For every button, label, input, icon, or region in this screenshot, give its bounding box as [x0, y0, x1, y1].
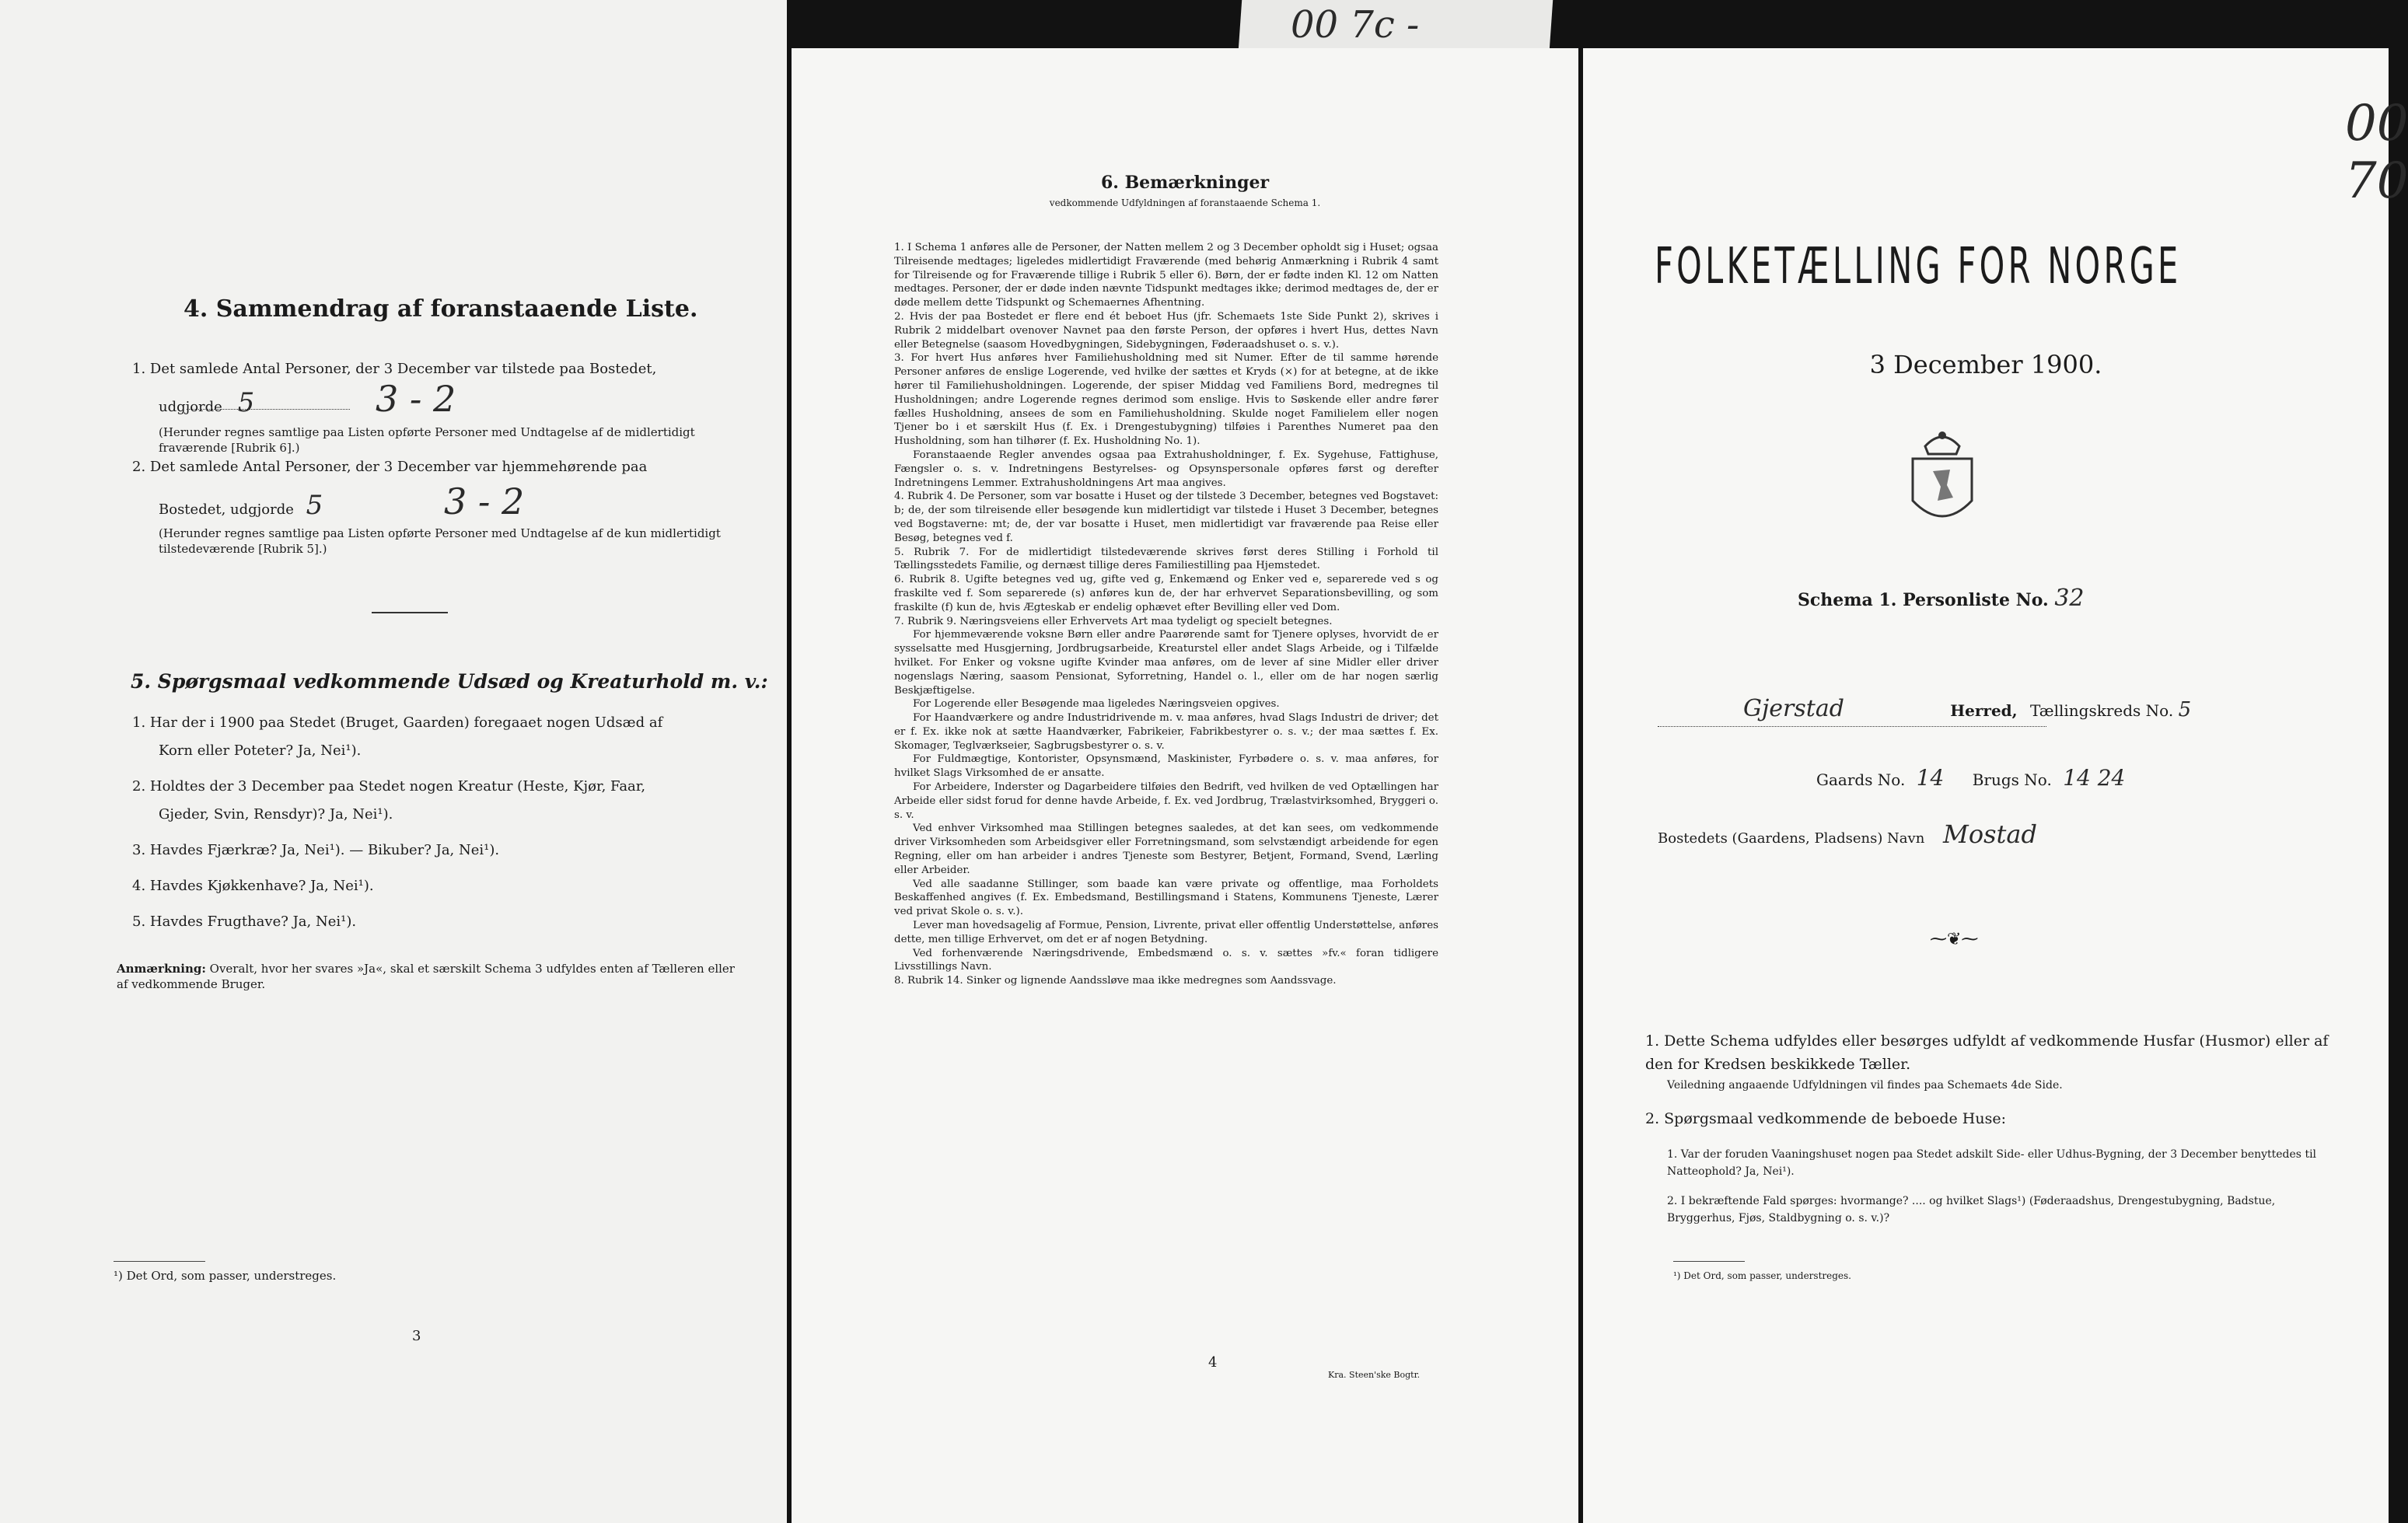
coat-of-arms — [1902, 423, 1983, 535]
schema-label: Schema 1. Personliste No. — [1798, 590, 2049, 610]
s5-q4: 4. Havdes Kjøkkenhave? Ja, Nei¹). — [132, 878, 374, 894]
question-2-value-2: 3 - 2 — [443, 480, 525, 522]
remark-item: Lever man hovedsagelig af Formue, Pension, Livrente, privat eller offentlig Understøttelse, anføres dette, men tillige Erhvervet, om det er af nogen Betydning. — [894, 920, 1438, 945]
s5-q5: 5. Havdes Frugthave? Ja, Nei¹). — [132, 913, 357, 930]
herred-value: Gjerstad — [1743, 695, 1844, 722]
question-1-label — [159, 378, 456, 421]
remark-item: 3. For hvert Hus anføres hver Familiehusholdning med sit Numer. Efter de til samme hørende Personer anføres de enslige Logerende, ved hvilke der sættes et Kryds (×) for at betegne, at de ikke hører til Familiehusholdningen. Logerende, der spiser Middag ved Familiens Bord, medregnes til Husholdningen; andre Logerende regnes derimod som enslige. Hvis to Søskende eller andre fører fælles Husholdning, ansees de som en Familiehusholdning. Skulde noget Familielem eller nogen Tjener bo i et særskilt Hus (f. Ex. i Drengestubygning) tilføies i Parenthes Numeret paa den Husholdning, som han tilhører (f. Ex. Husholdning No. 1). — [894, 352, 1438, 448]
remarks-title: 6. Bemærkninger — [1100, 173, 1270, 193]
question-1-line: 1. Det samlede Antal Personer, der 3 December var tilstede paa Bostedet, — [132, 361, 657, 377]
herred-label: Herred, — [1950, 701, 2018, 720]
remarks-subtitle: vedkommende Udfyldningen af foranstaaende Schema 1. — [1049, 197, 1321, 208]
bosted-value: Mostad — [1943, 819, 2037, 849]
remark-item: 6. Rubrik 8. Ugifte betegnes ved ug, gifte ved g, Enkemænd og Enker ved e, separerede ved s og fraskilte ved f. Som separerede (s) anføres kun de, der har erhvervet Separationsbevilling, og som fraskilte (f) kun de, hvis Ægteskab er endelig ophævet efter Bevilling eller ved Dom. — [894, 574, 1438, 613]
page-right — [1583, 48, 2408, 1523]
section-4-title: 4. Sammendrag af foranstaaende Liste. — [183, 295, 698, 323]
remark-item: For Haandværkere og andre Industridrivende m. v. maa anføres, hvad Slags Industri de driver; det er f. Ex. ikke nok at sætte Haandværker, Fabrikeier, Fabrikbestyrer o. s. v.; der maa sættes f. Ex. Skomager, Teglværkseier, Sagbrugsbestyrer o. s. v. — [894, 712, 1438, 752]
instruction-2-2: 2. I bekræftende Fald spørges: hvormange? .... og hvilket Slags¹) (Føderaadshus, Drengestubygning, Badstue, Bryggerhus, Fjøs, Staldbygning o. s. v.)? — [1667, 1195, 2276, 1224]
kreds-label: Tællingskreds No. — [2030, 701, 2174, 720]
remark-item: Foranstaaende Regler anvendes ogsaa paa Extrahusholdninger, f. Ex. Sygehuse, Fattighuse, Fængsler o. s. v. Indretningens Bestyrelses- og Opsynspersonale opføres først og derefter Indretningens Lemmer. Extrahusholdningens Art maa angives. — [894, 449, 1438, 489]
question-2-line: 2. Det samlede Antal Personer, der 3 December var hjemmehørende paa — [132, 459, 648, 475]
instruction-1-note: Veiledning angaaende Udfyldningen vil findes paa Schemaets 4de Side. — [1667, 1079, 2063, 1092]
remark-item: For hjemmeværende voksne Børn eller andre Paarørende samt for Tjenere oplyses, hvorvidt de er sysselsatte med Husgjerning, Jordbrugsarbeide, Kreaturstel eller andet Slags Arbeide, og i Tilfælde hvilket. For Enker og voksne ugifte Kvinder maa anføres, om de lever af sine Midler eller driver nogenslags Næring, saasom Pensionat, Syforretning, Handel o. l., eller om de har nogen særlig Beskjæftigelse. — [894, 629, 1438, 697]
footnote-rule — [114, 1261, 205, 1262]
gaards-line — [1816, 765, 2125, 791]
remark-item: 7. Rubrik 9. Næringsveiens eller Erhvervets Art maa tydeligt og specielt betegnes. — [894, 615, 1333, 627]
instruction-2: 2. Spørgsmaal vedkommende de beboede Huse: — [1645, 1110, 2006, 1127]
s5-q1a: 1. Har der i 1900 paa Stedet (Bruget, Gaarden) foregaaet nogen Udsæd af — [132, 714, 663, 731]
anmaerkning-text: Overalt, hvor her svares »Ja«, skal et særskilt Schema 3 udfyldes enten af Tælleren eller af vedkommende Bruger. — [117, 962, 735, 991]
herred-line — [1658, 695, 2373, 722]
page-number: 3 — [412, 1328, 421, 1344]
question-1-dotline — [187, 409, 350, 410]
instruction-2-1: 1. Var der foruden Vaaningshuset nogen paa Stedet adskilt Side- eller Udhus-Bygning, der 3 December benyttedes til Natteophold? Ja, Nei¹). — [1667, 1148, 2317, 1178]
footnote-rule — [1673, 1261, 1745, 1262]
schema-line — [1798, 585, 2085, 612]
s5-q2a: 2. Holdtes der 3 December paa Stedet nogen Kreatur (Heste, Kjør, Faar, — [132, 778, 646, 795]
section-5-questions — [132, 709, 723, 936]
remark-item: For Logerende eller Besøgende maa ligeledes Næringsveien opgives. — [913, 698, 1280, 711]
anmaerkning — [117, 961, 739, 992]
page-left — [0, 0, 787, 1523]
corner-handwritten-mark: 00 70 — [2345, 95, 2408, 210]
remark-item: Ved enhver Virksomhed maa Stillingen betegnes saaledes, at det kan sees, om vedkommende driver Virksomheden som Arbeidsgiver eller Forretningsmand, som selvstændigt arbeidende for egen Regning, eller om han arbeider i andres Tjeneste som Bestyrer, Betjent, Formand, Svend, Lærling eller Arbeider. — [894, 823, 1438, 876]
coat-of-arms-icon — [1902, 423, 1983, 532]
kreds-value: 5 — [2178, 698, 2192, 721]
remark-item: For Fuldmægtige, Kontorister, Opsynsmænd, Maskinister, Fyrbødere o. s. v. maa anføres, for hvilket Slags Virksomhed de er ansatte. — [894, 753, 1438, 780]
printer-credit: Kra. Steen'ske Bogtr. — [1328, 1370, 1421, 1380]
remark-item: 4. Rubrik 4. De Personer, som var bosatte i Huset og der tilstede 3 December, betegnes ved Bogstavet: b; de, der som tilreisende eller besøgende kun midlertidigt var tilstede i Huset 3 December, betegnes ved Bogstaverne: mt; de, der var bosatte i Huset, men midlertidigt var fraværende paa Reise eller Besøg, betegnes ved f. — [894, 491, 1438, 544]
section-5-title: 5. Spørgsmaal vedkommende Udsæd og Kreaturhold m. v.: — [131, 670, 768, 693]
question-2-value: 5 — [306, 490, 323, 521]
question-2-label — [159, 480, 525, 523]
s5-q1b: Korn eller Poteter? Ja, Nei¹). — [159, 742, 362, 759]
s5-q3: 3. Havdes Fjærkræ? Ja, Nei¹). — Bikuber? Ja, Nei¹). — [132, 842, 500, 858]
question-1-value: 5 — [237, 387, 255, 418]
page-number: 4 — [1208, 1354, 1218, 1371]
census-date: 3 December 1900. — [1869, 350, 2102, 379]
schema-number: 32 — [2054, 585, 2085, 612]
remarks-list — [894, 241, 1438, 988]
remark-item: Ved alle saadanne Stillinger, som baade kan være private og offentlige, maa Forholdets Beskaffenhed angives (f. Ex. Embedsmand, Bestillingsmand i Statens, Kommunens Tjeneste, Lærer ved privat Skole o. s. v.). — [894, 878, 1438, 918]
remark-item: For Arbeidere, Inderster og Dagarbeidere tilføies den Bedrift, ved hvilken de ved Optællingen har Arbeide eller sidst forud for denne havde Arbeide, f. Ex. ved Jordbrug, Trælastvirksomhed, Bryggeri o. s. v. — [894, 781, 1438, 821]
s5-q2b: Gjeder, Svin, Rensdyr)? Ja, Nei¹). — [159, 806, 393, 823]
document-title: FOLKETÆLLING FOR NORGE — [1655, 238, 2182, 295]
bosted-label: Bostedets (Gaardens, Pladsens) Navn — [1658, 830, 1925, 847]
brugs-label: Brugs No. — [1972, 770, 2052, 789]
instruction-1: 1. Dette Schema udfyldes eller besørges udfyldt af vedkommende Husfar (Husmor) eller af den for Kredsen beskikkede Tæller. — [1645, 1032, 2329, 1073]
herred-dotline — [1658, 726, 2046, 727]
footnote: ¹) Det Ord, som passer, understreges. — [1673, 1270, 1851, 1281]
bosted-line — [1658, 819, 2037, 849]
page-middle — [792, 48, 1578, 1523]
divider — [372, 612, 448, 613]
footnote: ¹) Det Ord, som passer, understreges. — [114, 1269, 337, 1283]
gaards-value: 14 — [1916, 765, 1945, 791]
anmaerkning-head: Anmærkning: — [117, 962, 206, 976]
question-1-label-text: udgjorde — [159, 399, 222, 415]
question-2-note: (Herunder regnes samtlige paa Listen opførte Personer med Undtagelse af de kun midlertidigt tilstedeværende [Rubrik 5].) — [159, 526, 721, 556]
question-1-value-2: 3 - 2 — [375, 378, 456, 420]
remark-item: Ved forhenværende Næringsdrivende, Embedsmænd o. s. v. sættes »fv.« foran tidligere Livsstillings Navn. — [894, 947, 1438, 973]
remark-item: 1. I Schema 1 anføres alle de Personer, der Natten mellem 2 og 3 December opholdt sig i Huset; ogsaa Tilreisende medtages; ligeledes midlertidigt Fraværende (med behørig Anmærkning i Rubrik 4 samt for Tilreisende og for Fraværende tillige i Rubrik 5 eller 6). Børn, der er fødte inden Kl. 12 om Natten medtages. Personer, der er døde inden nævnte Tidspunkt medtages ikke; derimod medtages de, der er døde mellem dette Tidspunkt og Schemaernes Afhentning. — [894, 242, 1438, 309]
ornament-icon: ⁓❦⁓ — [1930, 930, 1979, 949]
brugs-value: 14 24 — [2063, 765, 2126, 791]
remark-item: 2. Hvis der paa Bostedet er flere end ét beboet Hus (jfr. Schemaets 1ste Side Punkt 2), skrives i Rubrik 2 middelbart ovenover Navnet paa den første Person, der opføres i hvert Hus, dettes Navn eller Betegnelse (saasom Hovedbygningen, Sidebygningen, Føderaadshuset o. s. v.). — [894, 310, 1438, 351]
remark-item: 8. Rubrik 14. Sinker og lignende Aandssløve maa ikke medregnes som Aandssvage. — [894, 975, 1337, 987]
remark-item: 5. Rubrik 7. For de midlertidigt tilstedeværende skrives først deres Stilling i Forhold til Tællingsstedets Familie, og dernæst tillige deres Familiestilling paa Hjemstedet. — [894, 546, 1438, 572]
gaards-label: Gaards No. — [1816, 770, 1906, 789]
corner-handwritten-mark-top: 00 7c - — [1291, 3, 1420, 47]
question-2-label-text: Bostedet, udgjorde — [159, 501, 294, 518]
question-1-note: (Herunder regnes samtlige paa Listen opførte Personer med Undtagelse af de midlertidigt fraværende [Rubrik 6].) — [159, 425, 695, 455]
